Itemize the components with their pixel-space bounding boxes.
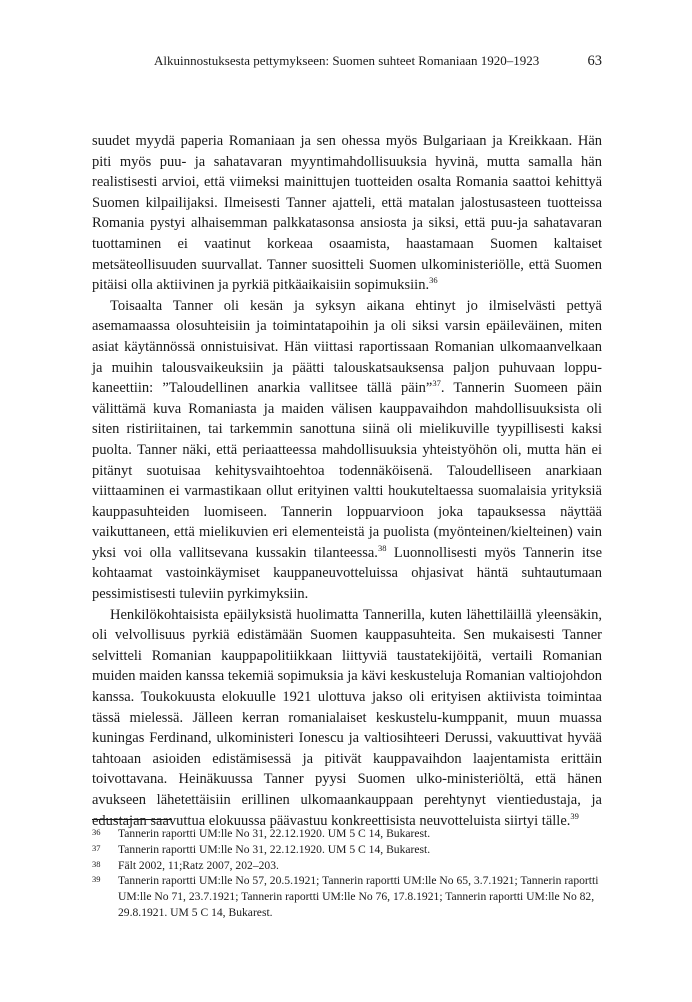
footnote-number: 39 bbox=[92, 874, 101, 885]
paragraph-2-text-b: . Tannerin Suomeen päin välittämä kuva Romaniasta ja maiden välisen kauppavaihdon mahdollisuuksista oli siten ristiriitainen, tai tarkemmin sanottuna siinä oli mielikuville tyypillisesti kaksi puolta. Tanner näki, että periaatteessa mahdollisuuksia yhteistyöhön oli, mutta hän ei pitänyt suotuisaa kehitysvaihtoehtoa todennäköisenä. Taloudelliseen anarkiaan viittaaminen ei varmastikaan ollut erityinen valtti houkuteltaessa suomalaisia yrityksiä kauppasuhteiden luomiseen. Tannerin loppuarvioon joka tapauksessa näyttää vaikuttaneen, että mielikuvien eri elementeistä ja puolista (myönteinen/kielteinen) vain yksi voi olla vallitsevana kussakin tilanteessa. bbox=[92, 380, 602, 561]
paragraph-2 bbox=[92, 296, 602, 605]
paragraph-3-text: Henkilökohtaisista epäilyksistä huolimatta Tannerilla, kuten lähettiläillä yleensäkin, oli velvollisuus pyrkiä edistämään Suomen kauppasuhteita. Sen mukaisesti Tanner selvitteli Romanian kauppapolitiikkaan liittyviä taustatekijöitä, vertaili Romanian muiden maiden kanssa tekemiä sopimuksia ja kävi keskusteluja Romanian valtiojohdon kanssa. Toukokuusta elokuulle 1921 ulottuva jakso oli erityisen aktiivista toimintaa tässä mielessä. Jälleen kerran romanialaiset keskustelu-kumppanit, muun muassa kuningas Ferdinand, ulkoministeri Ionescu ja valtiosihteeri Derussi, vakuuttivat hyvää tahtoaan asioiden edistämisessä ja pitivät kauppavaihdon laajentamista erittäin toivottavana. Heinäkuussa Tanner pyysi Suomen ulko-ministeriöltä, että hänen avukseen lähetettäisiin erillinen ulkomaankauppaan perehtynyt vientiedustaja, ja edustajan saavuttua elokuussa päävastuu konkreettisista neuvotteluista siirtyi tälle. bbox=[92, 606, 602, 829]
page-number: 63 bbox=[587, 53, 602, 69]
footnote-text: Tannerin raportti UM:lle No 31, 22.12.1920. UM 5 C 14, Bukarest. bbox=[118, 827, 431, 840]
footnote-text: Fält 2002, 11;Ratz 2007, 202–203. bbox=[118, 858, 279, 872]
footnote-number: 38 bbox=[92, 858, 101, 869]
footnote-ref-39: 39 bbox=[570, 810, 579, 821]
paragraph-2-text-c: Luonnollisesti myös Tannerin itse kohtaamat vastoinkäymiset kauppaneuvotteluissa ohjasivat häntä suhtautumaan pessimistisesti tuleviin pyrkimyksiin. bbox=[92, 544, 602, 603]
running-title: Alkuinnostuksesta pettymykseen: Suomen suhteet Romaniaan 1920–1923 bbox=[154, 53, 540, 68]
footnotes bbox=[92, 826, 602, 921]
footnote bbox=[92, 858, 602, 874]
footnote bbox=[92, 826, 602, 842]
footnote-number: 36 bbox=[92, 827, 101, 837]
footnote-text: Tannerin raportti UM:lle No 31, 22.12.1920. UM 5 C 14, Bukarest. bbox=[118, 842, 431, 856]
footnote-text: Tannerin raportti UM:lle No 57, 20.5.1921; Tannerin raportti UM:lle No 65, 3.7.1921; Tannerin raportti UM:lle No 71, 23.7.1921; Tannerin raportti UM:lle No 76, 17.8.1921; Tannerin raportti UM:lle No 82, 29.8.1921. UM 5 C 14, Bukarest. bbox=[118, 874, 599, 919]
footnote bbox=[92, 842, 602, 858]
running-header bbox=[92, 52, 602, 72]
paragraph-1 bbox=[92, 131, 602, 296]
paragraph-1-text: suudet myydä paperia Romaniaan ja sen ohessa myös Bulgariaan ja Kreikkaan. Hän piti myös puu- ja sahatavaran myyntimahdollisuuksia hyvinä, mutta samalla hän realistisesti arvioi, että viimeksi mainittujen tuotteiden osalta Romania saattoi kehittyä Suomen kilpailijaksi. Ilmeisesti Tanner ajatteli, että matalan jalostusasteen tuotteissa Romania pystyi alhaisemman palkkatasonsa ansiosta ja siksi, että puu-ja sahatavaran tuottaminen ei vaatinut korkeaa osaamista, haastamaan Suomen kaltaiset metsäteollisuuden suurvallat. Tanner suositteli Suomen ulkoministeriölle, että Suomen pitäisi olla aktiivinen ja pyrkiä pitkäaikaisiin sopimuksiin. bbox=[92, 133, 602, 294]
footnote-separator bbox=[92, 819, 172, 820]
footnote-ref-36: 36 bbox=[429, 275, 438, 286]
footnote-ref-38: 38 bbox=[377, 542, 387, 553]
paragraph-2-text-a: Toisaalta Tanner oli kesän ja syksyn aikana ehtinyt jo ilmiselvästi pettyä asemamaassa olosuhteisiin ja toimintatapoihin ja oli siksi varsin epäileväinen, miten asiat käytännössä onnistuisivat. Hän viittasi raportissaan Romanian ulkomaanvelkaan ja muihin talousvaikeuksiin ja päätti talouskatsauksensa paljon puhuvaan loppu-kaneettiin: ”Taloudellinen anarkia vallitsee tällä päin” bbox=[92, 297, 602, 397]
footnote-number: 37 bbox=[92, 842, 101, 853]
footnote-ref-37: 37 bbox=[432, 378, 441, 389]
paragraph-3 bbox=[92, 605, 602, 832]
footnote bbox=[92, 873, 602, 920]
main-text bbox=[92, 131, 602, 831]
